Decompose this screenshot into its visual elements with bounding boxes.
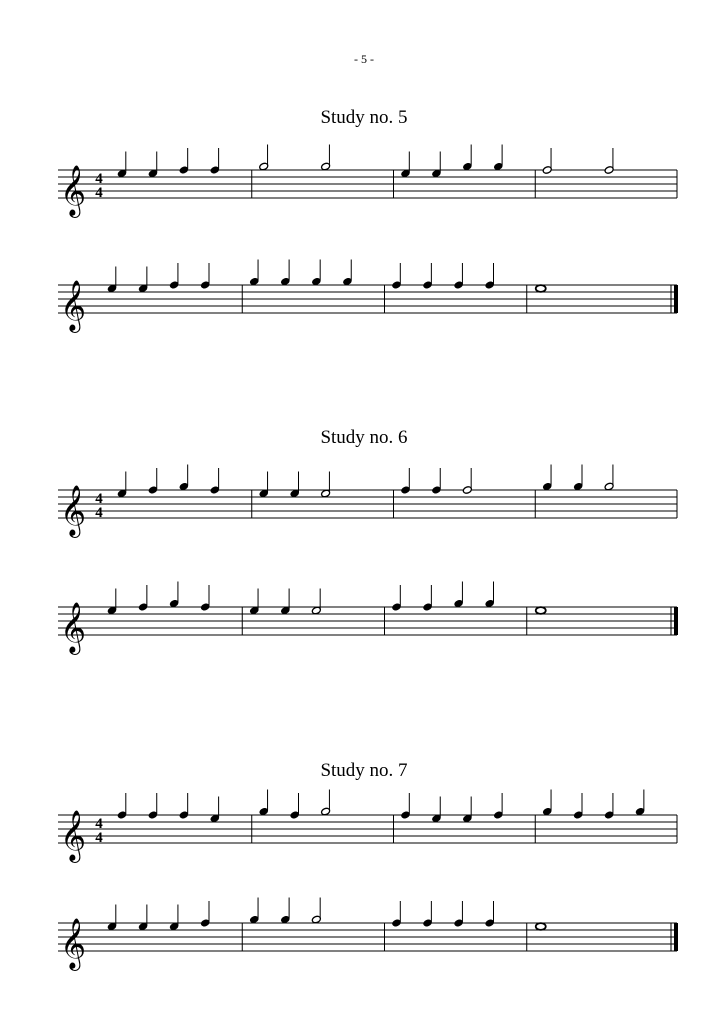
- note: [542, 465, 552, 491]
- note: [200, 263, 210, 289]
- note: [259, 790, 269, 816]
- note: [210, 797, 220, 823]
- note: [493, 145, 503, 171]
- note: [311, 898, 321, 924]
- note: [290, 793, 300, 819]
- note: [536, 923, 546, 930]
- time-signature-bottom: 4: [95, 505, 103, 521]
- note: [542, 148, 552, 174]
- note: [259, 472, 269, 498]
- time-signature-bottom: 4: [95, 830, 103, 846]
- note: [210, 468, 220, 494]
- note: [311, 260, 321, 286]
- treble-clef-icon: 𝄞: [60, 918, 87, 969]
- time-signature-bottom: 4: [95, 185, 103, 201]
- note: [200, 585, 210, 611]
- note: [138, 585, 148, 611]
- note: [200, 901, 210, 927]
- note: [400, 468, 410, 494]
- note: [210, 148, 220, 174]
- note: [604, 793, 614, 819]
- note: [391, 263, 401, 289]
- note: [321, 145, 331, 171]
- note: [431, 152, 441, 178]
- note: [179, 148, 189, 174]
- time-signature-top: 4: [95, 171, 103, 187]
- note: [431, 468, 441, 494]
- note: [280, 589, 290, 615]
- staff-system: [0, 470, 728, 540]
- notehead-whole: [536, 607, 546, 614]
- note: [462, 145, 472, 171]
- note: [431, 797, 441, 823]
- note: [148, 468, 158, 494]
- note: [485, 263, 495, 289]
- note: [107, 905, 117, 931]
- note: [148, 152, 158, 178]
- note: [148, 793, 158, 819]
- note: [321, 472, 331, 498]
- note: [454, 582, 464, 608]
- staff-system: [0, 587, 728, 657]
- note: [321, 790, 331, 816]
- treble-clef-icon: 𝄞: [60, 165, 87, 216]
- treble-clef-icon: 𝄞: [60, 602, 87, 653]
- note: [342, 260, 352, 286]
- note: [117, 152, 127, 178]
- note: [249, 589, 259, 615]
- note: [107, 589, 117, 615]
- note: [485, 901, 495, 927]
- note: [138, 267, 148, 293]
- staff-system: [0, 795, 728, 865]
- note: [400, 152, 410, 178]
- note: [169, 263, 179, 289]
- note: [249, 898, 259, 924]
- treble-clef-icon: 𝄞: [60, 280, 87, 331]
- note: [462, 468, 472, 494]
- note: [138, 905, 148, 931]
- note: [169, 582, 179, 608]
- note: [400, 793, 410, 819]
- note: [542, 790, 552, 816]
- note: [179, 793, 189, 819]
- note: [107, 267, 117, 293]
- note: [249, 260, 259, 286]
- staff-system: [0, 903, 728, 973]
- note: [280, 260, 290, 286]
- study-title: Study no. 7: [320, 760, 408, 781]
- note: [311, 589, 321, 615]
- note: [290, 472, 300, 498]
- note: [423, 901, 433, 927]
- page-number: - 5 -: [354, 52, 374, 66]
- staff-system: [0, 150, 728, 220]
- note: [179, 465, 189, 491]
- note: [573, 793, 583, 819]
- note: [536, 285, 546, 292]
- final-bar-thick: [674, 607, 678, 635]
- note: [169, 905, 179, 931]
- note: [117, 793, 127, 819]
- notehead-whole: [536, 285, 546, 292]
- note: [604, 465, 614, 491]
- note: [573, 465, 583, 491]
- note: [485, 582, 495, 608]
- treble-clef-icon: 𝄞: [60, 810, 87, 861]
- note: [391, 901, 401, 927]
- time-signature-top: 4: [95, 491, 103, 507]
- study-title: Study no. 6: [320, 427, 408, 448]
- time-signature-top: 4: [95, 816, 103, 832]
- note: [536, 607, 546, 614]
- note: [391, 585, 401, 611]
- note: [117, 472, 127, 498]
- note: [635, 790, 645, 816]
- note: [423, 263, 433, 289]
- note: [454, 263, 464, 289]
- note: [454, 901, 464, 927]
- note: [280, 898, 290, 924]
- note: [604, 148, 614, 174]
- study-title: Study no. 5: [320, 107, 408, 128]
- final-bar-thick: [674, 285, 678, 313]
- note: [259, 145, 269, 171]
- final-bar-thick: [674, 923, 678, 951]
- note: [462, 797, 472, 823]
- note: [493, 793, 503, 819]
- treble-clef-icon: 𝄞: [60, 485, 87, 536]
- note: [423, 585, 433, 611]
- notehead-whole: [536, 923, 546, 930]
- staff-system: [0, 265, 728, 335]
